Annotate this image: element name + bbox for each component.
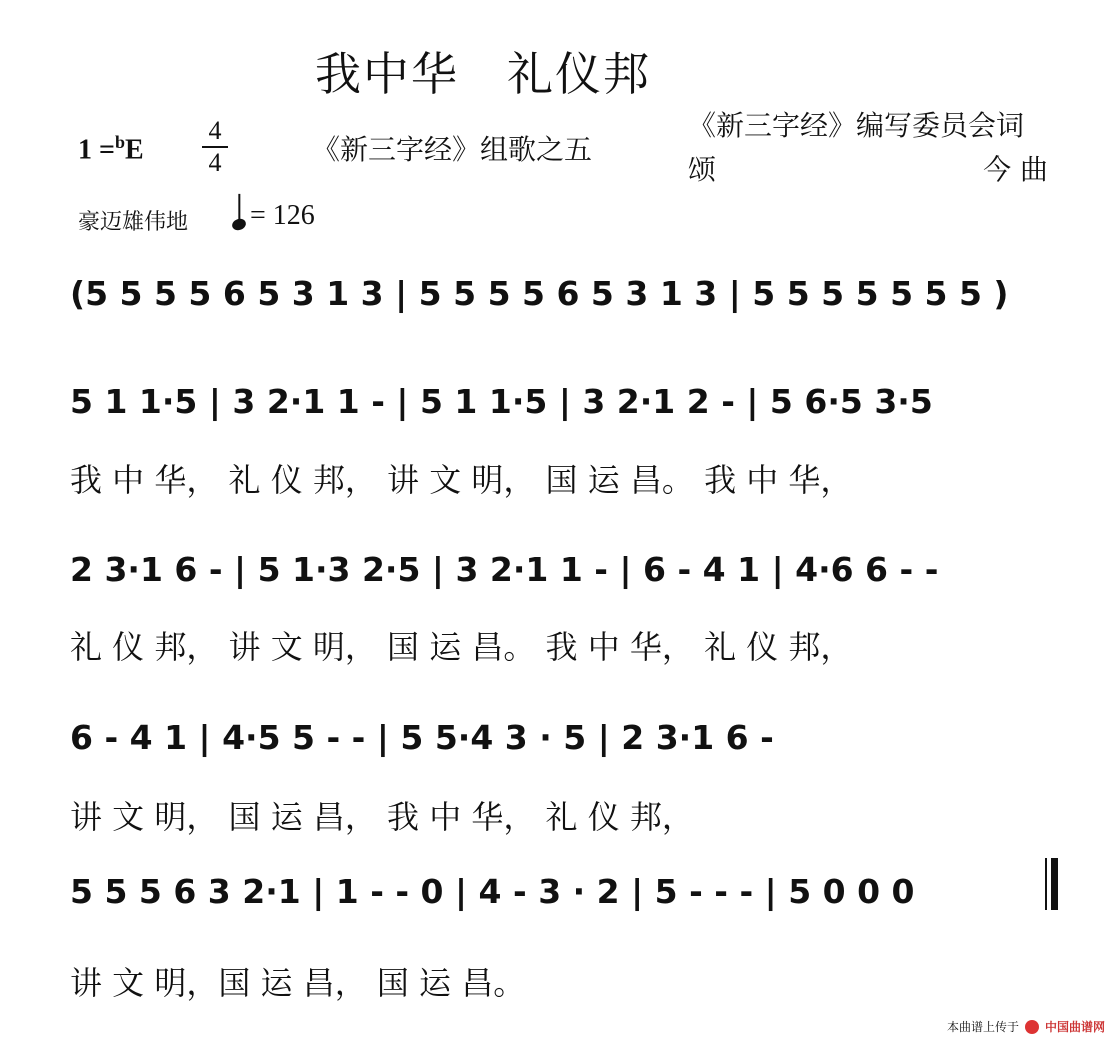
staff-row-4: 5 5 5 6 3 2·1 | 1 - - 0 | 4 - 3 · 2 | 5 - - - | 5 0 0 0 — [70, 872, 915, 911]
lyric-row-1: 我 中 华， 礼 仪 邦， 讲 文 明， 国 运 昌。 我 中 华， — [70, 461, 853, 499]
key-prefix: 1 = — [78, 134, 115, 166]
lyricist-credit: 《新三字经》编写委员会词 — [688, 109, 1025, 142]
upload-text: 本曲谱上传于 — [946, 1020, 1019, 1034]
site-logo-icon — [1025, 1020, 1039, 1034]
tempo-bpm — [232, 200, 315, 232]
composer-name: 颂 — [688, 153, 717, 186]
lyric-row-3: 讲 文 明， 国 运 昌， 我 中 华， 礼 仪 邦， — [70, 798, 694, 836]
key-signature — [78, 132, 144, 166]
suite-subtitle: 《新三字经》组歌之五 — [312, 133, 593, 166]
bpm-value: = 126 — [250, 200, 315, 231]
lyric-row-2: 礼 仪 邦， 讲 文 明， 国 运 昌。 我 中 华， 礼 仪 邦， — [70, 628, 853, 666]
composer-credit: 今 曲 — [983, 153, 1048, 186]
meter-top: 4 — [208, 116, 222, 145]
meter-bottom: 4 — [208, 148, 222, 177]
staff-row-2: 2 3·1 6 - | 5 1·3 2·5 | 3 2·1 1 - | 6 - 4 1 | 4·6 6 - - — [70, 550, 939, 589]
quarter-note-icon — [231, 217, 248, 232]
staff-row-1: 5 1 1·5 | 3 2·1 1 - | 5 1 1·5 | 3 2·1 2 - | 5 6·5 3·5 — [70, 382, 933, 421]
staff-row-3: 6 - 4 1 | 4·5 5 - - | 5 5·4 3 · 5 | 2 3·1 6 - — [70, 718, 774, 757]
lyric-row-4: 讲 文 明，国 运 昌， 国 运 昌。 — [70, 964, 526, 1002]
song-title: 我中华 礼仪邦 — [315, 47, 651, 101]
final-barline — [1045, 858, 1059, 910]
flat-symbol: b — [114, 132, 125, 152]
site-name: 中国曲谱网 — [1044, 1020, 1105, 1034]
key-note: E — [124, 134, 144, 166]
credits — [688, 104, 1048, 188]
time-signature — [202, 118, 228, 176]
staff-row-intro: (5 5 5 5 6 5 3 1 3 | 5 5 5 5 6 5 3 1 3 | 5 5 5 5 5 5 5 ) — [70, 274, 1009, 313]
tempo-marking: 豪迈雄伟地 — [78, 210, 189, 235]
footer-watermark — [947, 1018, 1105, 1035]
